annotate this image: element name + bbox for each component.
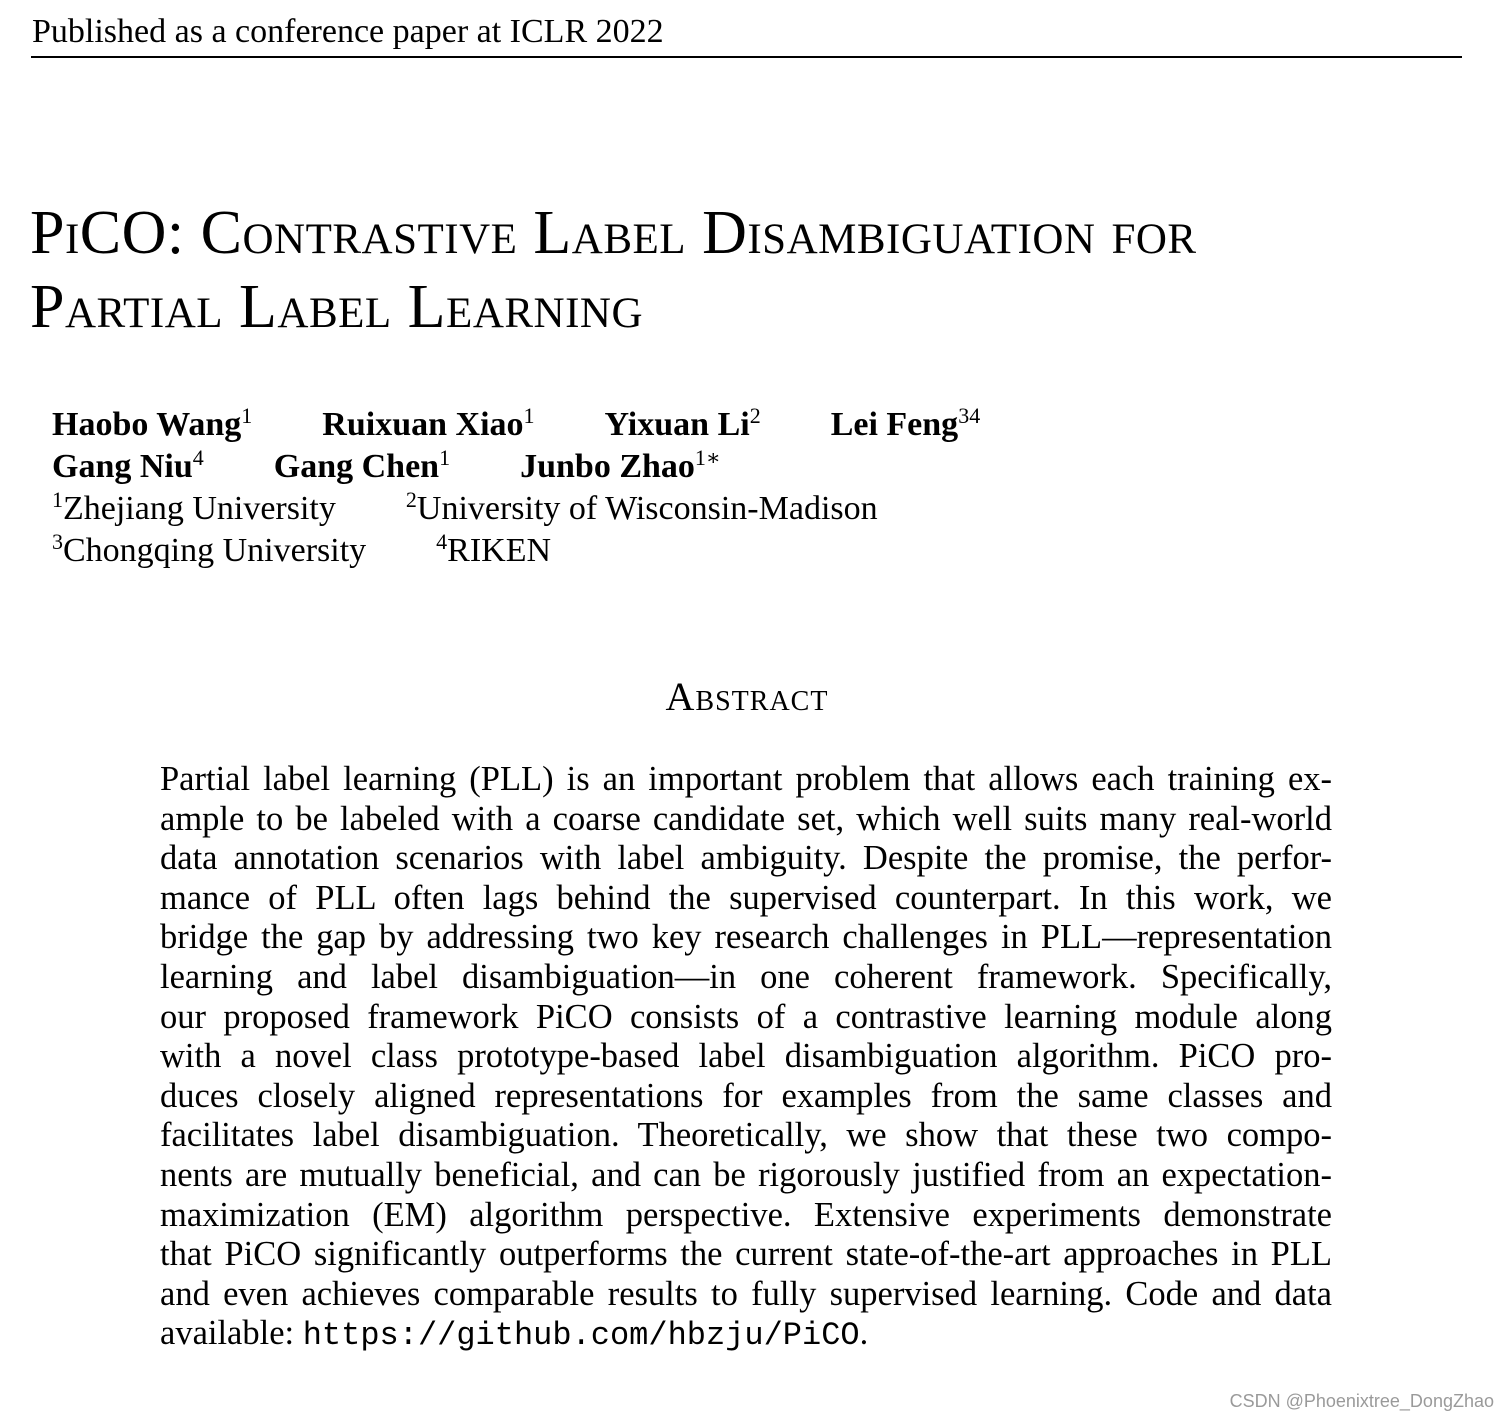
abstract-line: mance of PLL often lags behind the supervised counterpart. In this work, we <box>160 878 1332 917</box>
abstract-line: our proposed framework PiCO consists of a contrastive learning module along <box>160 997 1332 1036</box>
abstract-last-prefix: available: <box>160 1314 303 1353</box>
affiliations-row-2 <box>52 530 980 572</box>
code-link[interactable]: https://github.com/hbzju/PiCO <box>302 1317 860 1355</box>
affiliation: $^3$Chongqing University <box>52 529 367 569</box>
affiliation: $^1$Zhejiang University <box>52 487 336 527</box>
abstract-line: with a novel class prototype-based label disambiguation algorithm. PiCO pro- <box>160 1037 1332 1076</box>
title-line-1: PiCO: Contrastive Label Disambiguation for <box>30 199 1197 267</box>
author: Lei Feng$^{34}$ <box>830 403 981 443</box>
abstract-body <box>160 760 1332 1354</box>
author-block <box>52 404 980 572</box>
abstract-heading: Abstract <box>665 674 829 719</box>
header-rule <box>31 56 1462 58</box>
affiliations-row-1 <box>52 488 980 530</box>
title-line-2: Partial Label Learning <box>30 273 644 341</box>
abstract-line: maximization (EM) algorithm perspective. Extensive experiments demonstrate <box>160 1195 1332 1234</box>
running-head: Published as a conference paper at ICLR 2022 <box>32 13 664 50</box>
affiliation: $^2$University of Wisconsin-Madison <box>405 487 878 527</box>
author: Junbo Zhao$^{1∗}$ <box>520 445 721 485</box>
author: Gang Niu$^4$ <box>52 445 204 485</box>
abstract-line: and even achieves comparable results to fully supervised learning. Code and data <box>160 1274 1332 1313</box>
abstract-line: ample to be labeled with a coarse candidate set, which well suits many real-world <box>160 799 1332 838</box>
abstract-line: facilitates label disambiguation. Theoretically, we show that these two compo- <box>160 1116 1332 1155</box>
author: Gang Chen$^1$ <box>273 445 451 485</box>
abstract-line: Partial label learning (PLL) is an important problem that allows each training ex- <box>160 760 1332 798</box>
abstract-line: nents are mutually beneficial, and can be rigorously justified from an expectation- <box>160 1155 1332 1194</box>
paper-title <box>30 196 1470 344</box>
abstract-line: bridge the gap by addressing two key research challenges in PLL—representation <box>160 918 1332 957</box>
watermark: CSDN @Phoenixtree_DongZhao <box>1229 1391 1494 1411</box>
authors-row-2 <box>52 446 980 488</box>
author: Ruixuan Xiao$^1$ <box>322 403 535 443</box>
author: Haobo Wang$^1$ <box>52 403 253 443</box>
abstract-line: learning and label disambiguation—in one coherent framework. Specifically, <box>160 957 1332 996</box>
abstract-line-last <box>160 1314 1332 1354</box>
abstract-line: that PiCO significantly outperforms the current state-of-the-art approaches in PLL <box>160 1235 1332 1274</box>
affiliation: $^4$RIKEN <box>436 529 552 569</box>
abstract-line: duces closely aligned representations for examples from the same classes and <box>160 1076 1332 1115</box>
author: Yixuan Li$^2$ <box>604 403 761 443</box>
abstract-line: data annotation scenarios with label ambiguity. Despite the promise, the perfor- <box>160 839 1332 878</box>
abstract-last-suffix: . <box>859 1314 869 1353</box>
authors-row-1 <box>52 404 980 446</box>
